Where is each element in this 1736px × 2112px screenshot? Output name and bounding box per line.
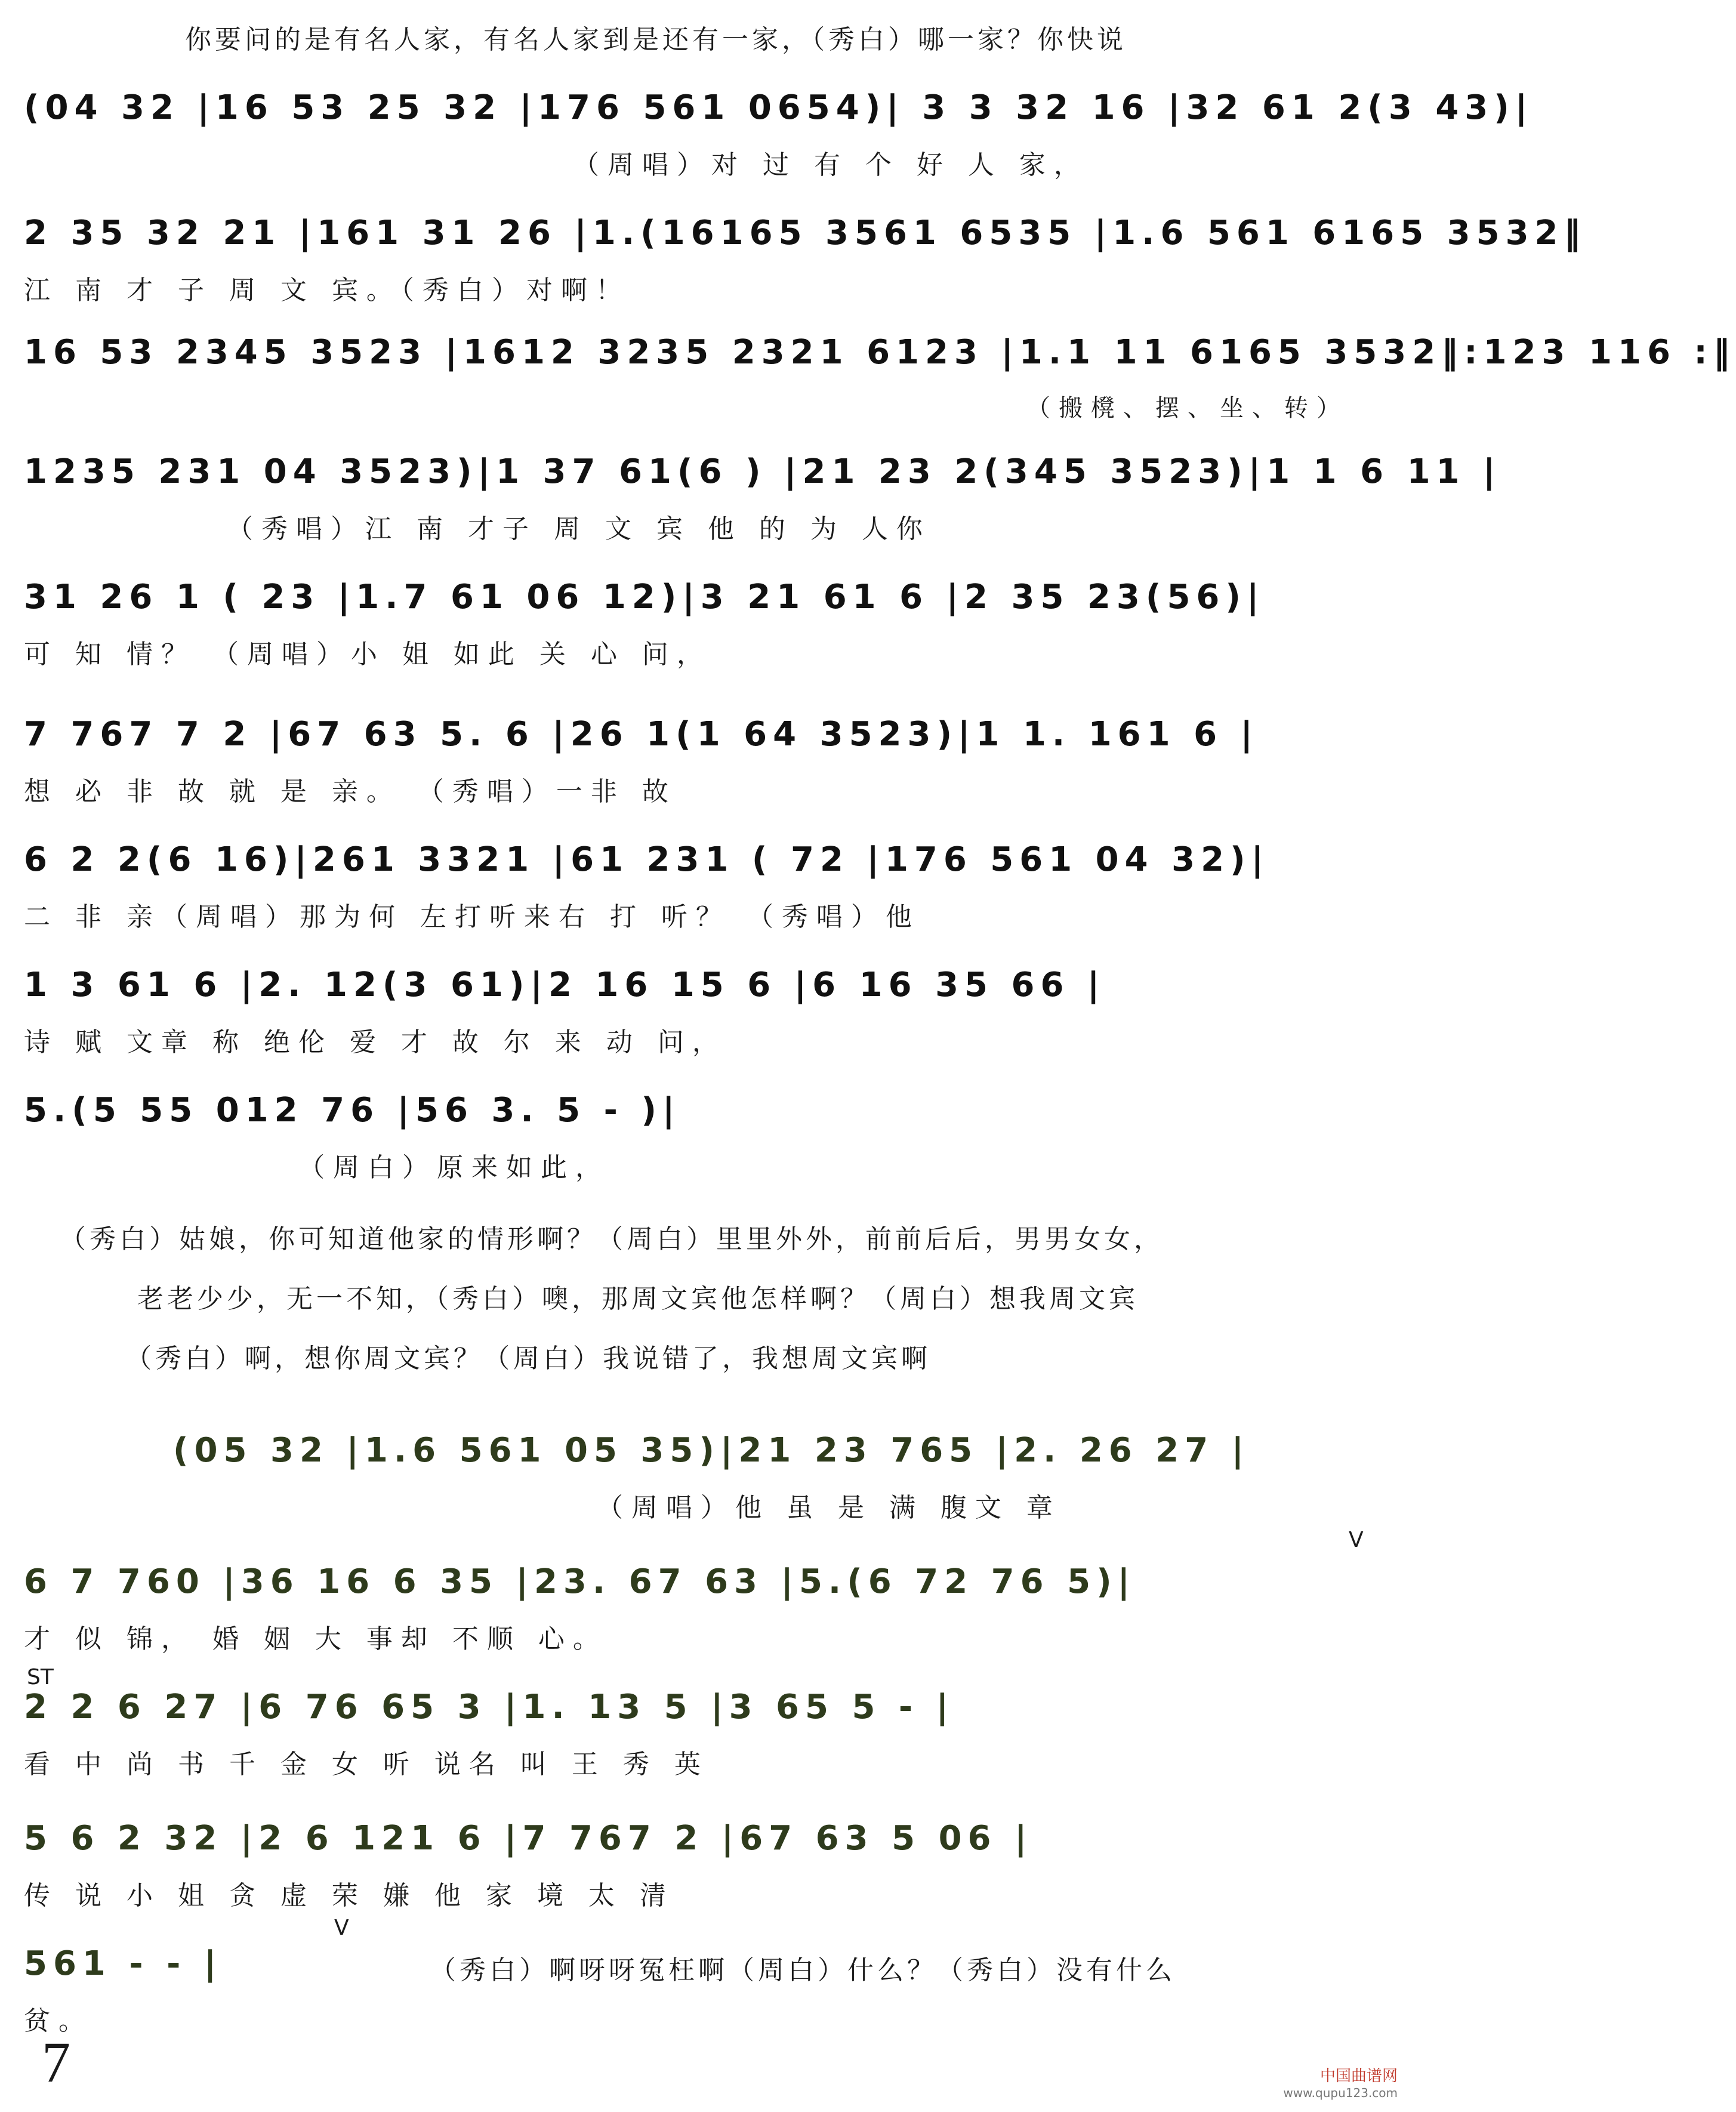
breath-mark: V (334, 1916, 349, 1940)
page-number: 7 (42, 2030, 70, 2094)
lyrics-line: 江 南 才 子 周 文 宾。（秀白）对啊！ (24, 275, 630, 306)
dialogue-line-3: （秀白）啊，想你周文宾？（周白）我说错了，我想周文宾啊 (125, 1343, 931, 1374)
notation-line: 5.(5 55 012 76 |56 3. 5 - )| (24, 1090, 681, 1130)
notation-line: 31 26 1 ( 23 |1.7 61 06 12)|3 21 61 6 |2 35 23(56)| (24, 577, 1265, 616)
breath-mark: V (1349, 1528, 1364, 1552)
dialogue-line-2: 老老少少，无一不知，（秀白）噢，那周文宾他怎样啊？（周白）想我周文宾 (137, 1284, 1139, 1314)
notation-line: 1 3 61 6 |2. 12(3 61)|2 16 15 6 |6 16 35 66 | (24, 965, 1106, 1004)
site-logo (1283, 2064, 1398, 2100)
lyrics-line: （秀唱）江 南 才子 周 文 宾 他 的 为 人你 (227, 514, 931, 544)
dialogue-line-1: （秀白）姑娘，你可知道他家的情形啊？（周白）里里外外，前前后后，男男女女， (60, 1224, 1164, 1254)
st-mark: ST (27, 1665, 54, 1689)
notation-line: 2 35 32 21 |161 31 26 |1.(16165 3561 6535 |1.6 561 6165 3532‖ (24, 213, 1587, 252)
notation-line: 5 6 2 32 |2 6 121 6 |7 767 2 |67 63 5 06 | (24, 1818, 1033, 1858)
lyrics-line: 才 似 锦， 婚 姻 大 事却 不顺 心。 (24, 1624, 608, 1654)
lyrics-line: 想 必 非 故 就 是 亲。 （秀唱）一非 故 (24, 776, 677, 807)
logo-site: www.qupu123.com (1283, 2086, 1398, 2100)
notation-line: 561 - - | (24, 1944, 223, 1983)
header-dialogue: 你要问的是有名人家，有名人家到是还有一家，（秀白）哪一家？你快说 (185, 24, 1127, 55)
notation-line: 6 7 760 |36 16 6 35 |23. 67 63 |5.(6 72 76 5)| (24, 1562, 1136, 1601)
lyrics-line: 看 中 尚 书 千 金 女 听 说名 叫 王 秀 英 (24, 1749, 709, 1780)
notation-line: 6 2 2(6 16)|261 3321 |61 231 ( 72 |176 561 04 32)| (24, 840, 1270, 879)
notation-line: 7 767 7 2 |67 63 5. 6 |26 1(1 64 3523)|1 1. 161 6 | (24, 714, 1259, 754)
notation-line: (05 32 |1.6 561 05 35)|21 23 765 |2. 26 27 | (173, 1430, 1250, 1470)
lyrics-line: （搬櫈、摆、坐、转） (1026, 394, 1349, 422)
notation-line: 16 53 2345 3523 |1612 3235 2321 6123 |1.1 11 6165 3532‖:123 116 :‖ (24, 332, 1736, 372)
notation-line: 2 2 6 27 |6 76 65 3 |1. 13 5 |3 65 5 - | (24, 1687, 955, 1726)
logo-text: 中国曲谱网 (1319, 2067, 1398, 2085)
notation-line: 1235 231 04 3523)|1 37 61(6 ) |21 23 2(345 3523)|1 1 6 11 | (24, 452, 1501, 491)
closing-dialogue: （秀白）啊呀呀冤枉啊（周白）什么？（秀白）没有什么 (430, 1955, 1176, 1985)
lyrics-line: 贫。 (24, 2006, 93, 2036)
lyrics-line: （周白）原来如此， (298, 1152, 610, 1183)
lyrics-line: 可 知 情？ （周唱）小 姐 如此 关 心 问， (24, 639, 711, 670)
lyrics-line: （周唱）对 过 有 个 好 人 家， (573, 150, 1089, 180)
lyrics-line: 诗 赋 文章 称 绝伦 爱 才 故 尔 来 动 问， (24, 1027, 727, 1057)
lyrics-line: 二 非 亲（周唱）那为何 左打听来右 打 听？ （秀唱）他 (24, 902, 920, 932)
lyrics-line: （周唱）他 虽 是 满 腹文 章 (597, 1493, 1061, 1523)
lyrics-line: 传 说 小 姐 贪 虚 荣 嫌 他 家 境 太 清 (24, 1880, 674, 1911)
notation-line: (04 32 |16 53 25 32 |176 561 0654)| 3 3 32 16 |32 61 2(3 43)| (24, 88, 1534, 127)
